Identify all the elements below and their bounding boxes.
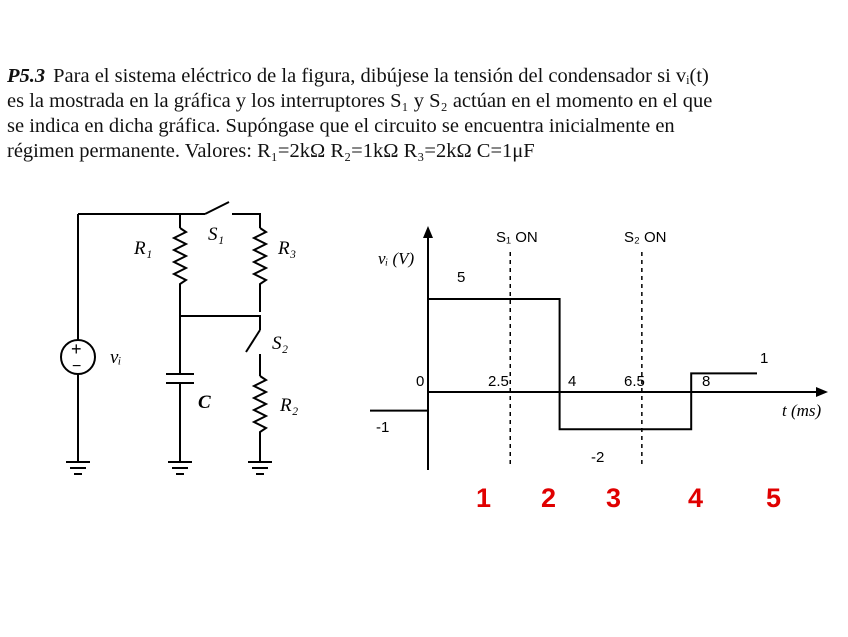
problem-number: P5.3 (7, 65, 46, 87)
tick-label-t6.5: 6.5 (624, 373, 645, 390)
top-wire (78, 214, 205, 228)
ground-icon (168, 462, 192, 474)
y-axis-label: vᵢ (V) (378, 249, 415, 268)
interval-label: 4 (688, 483, 704, 513)
s1-on-label: S₁ ON (496, 229, 538, 246)
problem-line-1: P5.3 Para el sistema eléctrico de la figura, dibújese la tensión del condensador si vᵢ(t) (7, 65, 709, 87)
label-r1: R₁ (134, 238, 153, 259)
label-s1: S₁ (208, 224, 225, 245)
resistor-r1 (174, 228, 186, 316)
ground-icon (248, 462, 272, 474)
vi-chart (370, 226, 828, 513)
problem-line-4: régimen permanente. Valores: R₁=2kΩ R₂=1kΩ R₃=2kΩ C=1μF (7, 140, 535, 162)
tick-label-vm1: -1 (376, 419, 390, 436)
circuit-diagram (61, 202, 272, 474)
interval-label: 2 (541, 483, 557, 513)
tick-label-v5: 5 (457, 269, 466, 286)
label-vi: vᵢ (110, 347, 122, 368)
s2-on-label: S₂ ON (624, 229, 667, 246)
tick-label-vm2: -2 (591, 449, 605, 466)
switch-s2 (246, 330, 260, 352)
resistor-r2 (254, 376, 266, 462)
interval-label: 3 (606, 483, 622, 513)
switch-s1 (205, 202, 229, 214)
tick-label-t0: 0 (416, 373, 425, 390)
ground-icon (66, 462, 90, 474)
tick-label-v1: 1 (760, 350, 769, 367)
source-plus: + (71, 339, 82, 359)
top-wire-right (232, 214, 260, 228)
problem-line-2: es la mostrada en la gráfica y los interruptores S₁ y S₂ actúan en el momento en el que (7, 90, 713, 112)
vi-series-line (370, 299, 757, 429)
y-axis-arrow-icon (423, 226, 433, 238)
label-s2: S₂ (272, 333, 289, 354)
interval-label: 5 (766, 483, 782, 513)
tick-label-t4: 4 (568, 373, 577, 390)
label-c: C (198, 392, 211, 413)
problem-line-3: se indica en dicha gráfica. Supóngase que el circuito se encuentra inicialmente en (7, 115, 675, 137)
tick-label-t2.5: 2.5 (488, 373, 509, 390)
interval-label: 1 (476, 483, 492, 513)
label-r3: R₃ (278, 238, 297, 259)
x-axis-label: t (ms) (782, 401, 822, 420)
x-axis-arrow-icon (816, 387, 828, 397)
resistor-r3 (254, 228, 266, 312)
source-minus: − (72, 358, 82, 375)
label-r2: R₂ (280, 395, 299, 416)
tick-label-t8: 8 (702, 373, 711, 390)
middle-wire (180, 316, 260, 374)
